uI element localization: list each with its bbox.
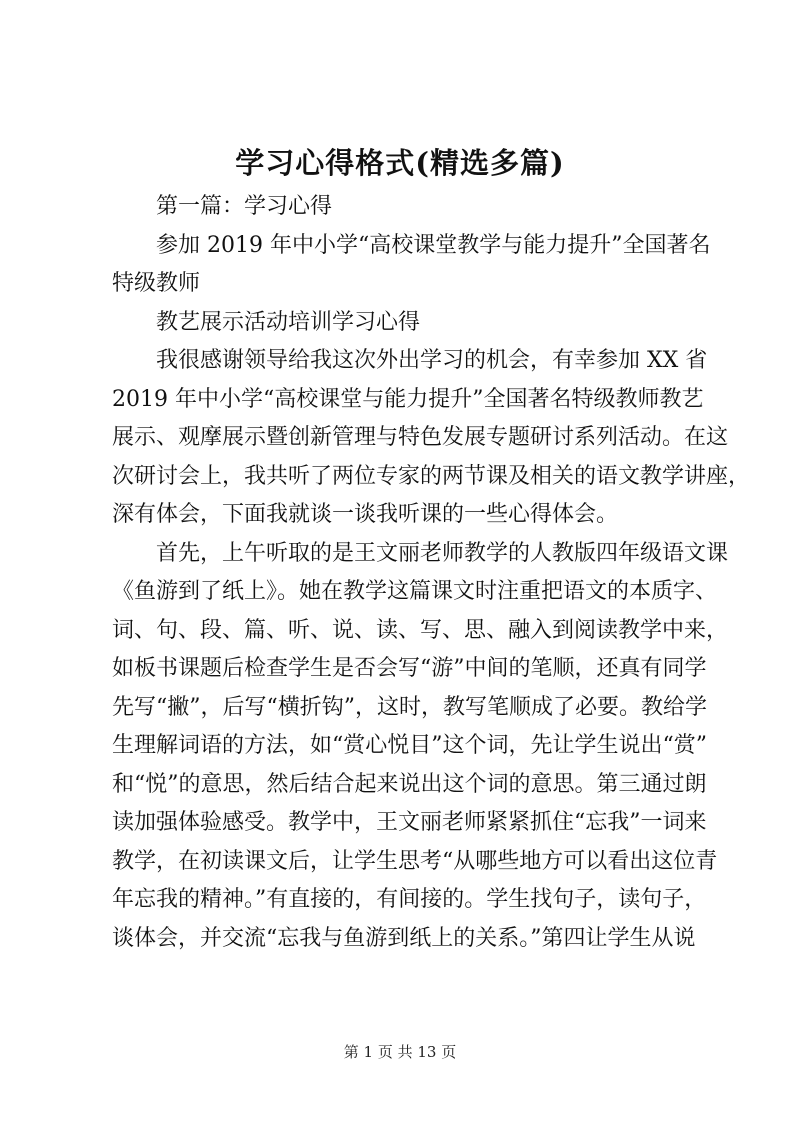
- text-line: 谈体会，并交流“忘我与鱼游到纸上的关系。”第四让学生从说: [112, 925, 696, 951]
- page-number-footer: 第 1 页 共 13 页: [343, 1043, 457, 1061]
- text-line: 2019 年中小学“高校课堂与能力提升”全国著名特级教师教艺: [112, 386, 704, 412]
- text-line: 我很感谢领导给我这次外出学习的机会，有幸参加 XX 省: [156, 348, 708, 373]
- paragraph-body: [112, 535, 729, 959]
- text-line: 展示、观摩展示暨创新管理与特色发展专题研讨系列活动。在这: [112, 425, 729, 450]
- paragraph-subtitle: [112, 304, 708, 343]
- text-line: 教学，在初读课文后，让学生思考“从哪些地方可以看出这位青: [112, 848, 718, 874]
- text-line: 如板书课题后检查学生是否会写“游”中间的笔顺，还真有同学: [112, 656, 707, 681]
- text-line: 《鱼游到了纸上》。她在教学这篇课文时注重把语文的本质字、: [112, 579, 718, 604]
- document-body: [112, 188, 751, 958]
- text-line: 和“悦”的意思，然后结合起来说出这个词的意思。第三通过朗: [112, 771, 707, 797]
- text-line: 年忘我的精神。”有直接的，有间接的。学生找句子，读句子，: [112, 887, 707, 912]
- document-title: 学习心得格式(精选多篇): [235, 146, 565, 180]
- text-line: 首先，上午听取的是王文丽老师教学的人教版四年级语文课: [156, 540, 729, 566]
- text-line: 次研讨会上，我共听了两位专家的两节课及相关的语文教学讲座，: [112, 463, 751, 489]
- text-line: 深有体会，下面我就谈一谈我听课的一些心得体会。: [112, 502, 619, 527]
- text-line: 参加 2019 年中小学“高校课堂教学与能力提升”全国著名: [156, 232, 711, 258]
- text-line: 教艺展示活动培训学习心得: [156, 309, 421, 335]
- text-line: 词、句、段、篇、听、说、读、写、思、融入到阅读教学中来，: [112, 617, 729, 643]
- paragraph-event-title: [112, 227, 711, 304]
- text-line: 读加强体验感受。教学中，王文丽老师紧紧抓住“忘我”一词来: [112, 810, 707, 835]
- text-line: 第一篇：学习心得: [156, 194, 333, 219]
- text-line: 先写“撇”，后写“横折钩”，这时，教写笔顺成了必要。教给学: [112, 694, 707, 720]
- text-line: 特级教师: [112, 271, 201, 296]
- paragraph-section-heading: [112, 188, 708, 227]
- paragraph-intro: [112, 342, 751, 535]
- text-line: 生理解词语的方法，如“赏心悦目”这个词，先让学生说出“赏”: [112, 733, 707, 758]
